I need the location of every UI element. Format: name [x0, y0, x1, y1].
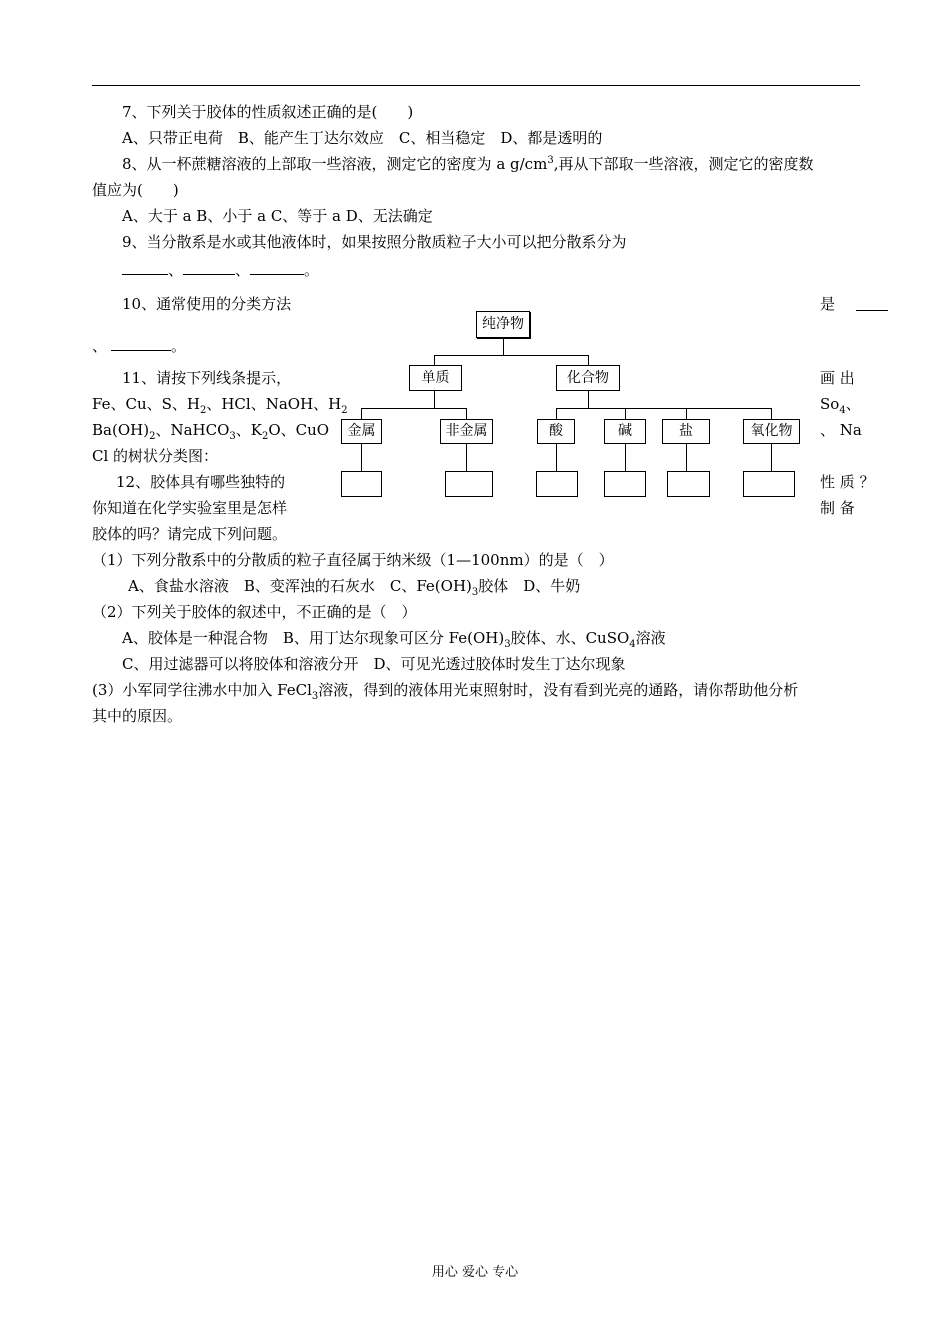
sub2-options-2: C、用过滤器可以将胶体和溶液分开 D、可见光透过胶体时发生丁达尔现象 [122, 655, 626, 673]
tree-connector [588, 391, 589, 408]
q12-stem-r2: 制 备 [820, 499, 855, 517]
tree-answer-box[interactable] [536, 471, 578, 497]
tree-connector [466, 444, 467, 471]
tree-connector [686, 444, 687, 471]
tree-node-root: 纯净物 [476, 311, 530, 338]
tree-connector [361, 444, 362, 471]
q8-stem: 8、从一杯蔗糖溶液的上部取一些溶液，测定它的密度为 a $g/cm^3$,再从下部取一些溶液，测定它的密度数 [122, 155, 814, 173]
tree-connector [686, 408, 687, 419]
q11-stem-r1: 画 出 [820, 369, 855, 387]
tree-answer-box[interactable] [743, 471, 795, 497]
tree-node-salts: 盐 [662, 419, 710, 444]
tree-answer-box[interactable] [667, 471, 710, 497]
tree-connector [556, 408, 557, 419]
sub2-options-1: A、胶体是一种混合物 B、用丁达尔现象可区分 $Fe(OH)_3$胶体、水、CuSO$_4$溶液 [122, 629, 666, 650]
tree-connector [556, 444, 557, 471]
page-footer: 用心 爱心 专心 [431, 1265, 519, 1280]
q11-stem-l1: 11、请按下列线条提示， [122, 369, 292, 387]
tree-node-elements: 单质 [409, 365, 462, 391]
q11-stem-r3: 、 Na [820, 421, 862, 439]
tree-node-oxides: 氧化物 [743, 419, 800, 444]
tree-connector [361, 408, 467, 409]
tree-answer-box[interactable] [445, 471, 493, 497]
q12-stem-l2: 你知道在化学实验室里是怎样 [92, 499, 288, 517]
q8-options: A、大于 a B、小于 a C、等于 a D、无法确定 [122, 207, 433, 225]
header-rule [92, 85, 860, 86]
q11-stem-l3: $Ba(OH)_2$、NaHCO$_3$、$K_2O$、CuO [92, 421, 330, 442]
tree-node-compounds: 化合物 [556, 365, 620, 391]
q12-stem-l1: 12、胶体具有哪些独特的 [116, 473, 286, 491]
tree-connector [434, 355, 435, 365]
sub2-stem: （2）下列关于胶体的叙述中，不正确的是（ ） [92, 603, 417, 621]
q12-stem-r1: 性 质 ？ [820, 473, 875, 491]
tree-connector [361, 408, 362, 419]
q11-stem-r2: $So_4$、 [820, 395, 861, 416]
tree-connector [503, 338, 504, 355]
q10-stem-right: 是 [820, 295, 836, 313]
q11-stem-l4: Cl 的树状分类图： [92, 447, 219, 465]
q8-stem-continued: 值应为( ) [92, 181, 179, 199]
answer-blank[interactable] [122, 262, 168, 275]
sub3-stem: (3）小军同学往沸水中加入 FeCl$_3$溶液，得到的液体用光束照射时，没有看到光亮的通路，请你帮助他分析 [92, 681, 799, 702]
q10-continued: 、 。 [92, 337, 187, 355]
tree-answer-box[interactable] [341, 471, 382, 497]
tree-node-metals: 金属 [341, 419, 382, 444]
q9-stem: 9、当分散系是水或其他液体时，如果按照分散质粒子大小可以把分散系分为 [122, 233, 627, 251]
answer-blank[interactable] [111, 338, 171, 351]
tree-connector [434, 391, 435, 408]
answer-blank[interactable] [250, 262, 304, 275]
sub1-stem: （1）下列分散系中的分散质的粒子直径属于纳米级（1—100nm）的是（ ） [92, 551, 614, 569]
answer-blank[interactable] [183, 262, 235, 275]
tree-answer-box[interactable] [604, 471, 646, 497]
tree-connector [588, 355, 589, 365]
tree-connector [771, 444, 772, 471]
tree-connector [771, 408, 772, 419]
q7-stem: 7、下列关于胶体的性质叙述正确的是( ) [122, 103, 414, 121]
q10-stem: 10、通常使用的分类方法 [122, 295, 292, 313]
sub3-stem-continued: 其中的原因。 [92, 707, 183, 725]
q11-stem-l2: Fe、Cu、S、$H_2$、HCl、NaOH、$H_2$ [92, 395, 348, 416]
tree-node-bases: 碱 [604, 419, 646, 444]
tree-node-nonmetals: 非金属 [440, 419, 493, 444]
tree-connector [556, 408, 772, 409]
q7-options: A、只带正电荷 B、能产生丁达尔效应 C、相当稳定 D、都是透明的 [122, 129, 603, 147]
tree-connector [625, 444, 626, 471]
answer-blank[interactable] [856, 298, 888, 311]
tree-connector [434, 355, 589, 356]
tree-connector [625, 408, 626, 419]
q9-blanks: 、 、 。 [122, 260, 319, 280]
q12-stem-l3: 胶体的吗？请完成下列问题。 [92, 525, 288, 543]
tree-node-acids: 酸 [537, 419, 575, 444]
sub1-options: A、食盐水溶液 B、变浑浊的石灰水 C、$Fe(OH)_3$胶体 D、牛奶 [128, 577, 581, 598]
tree-connector [466, 408, 467, 419]
